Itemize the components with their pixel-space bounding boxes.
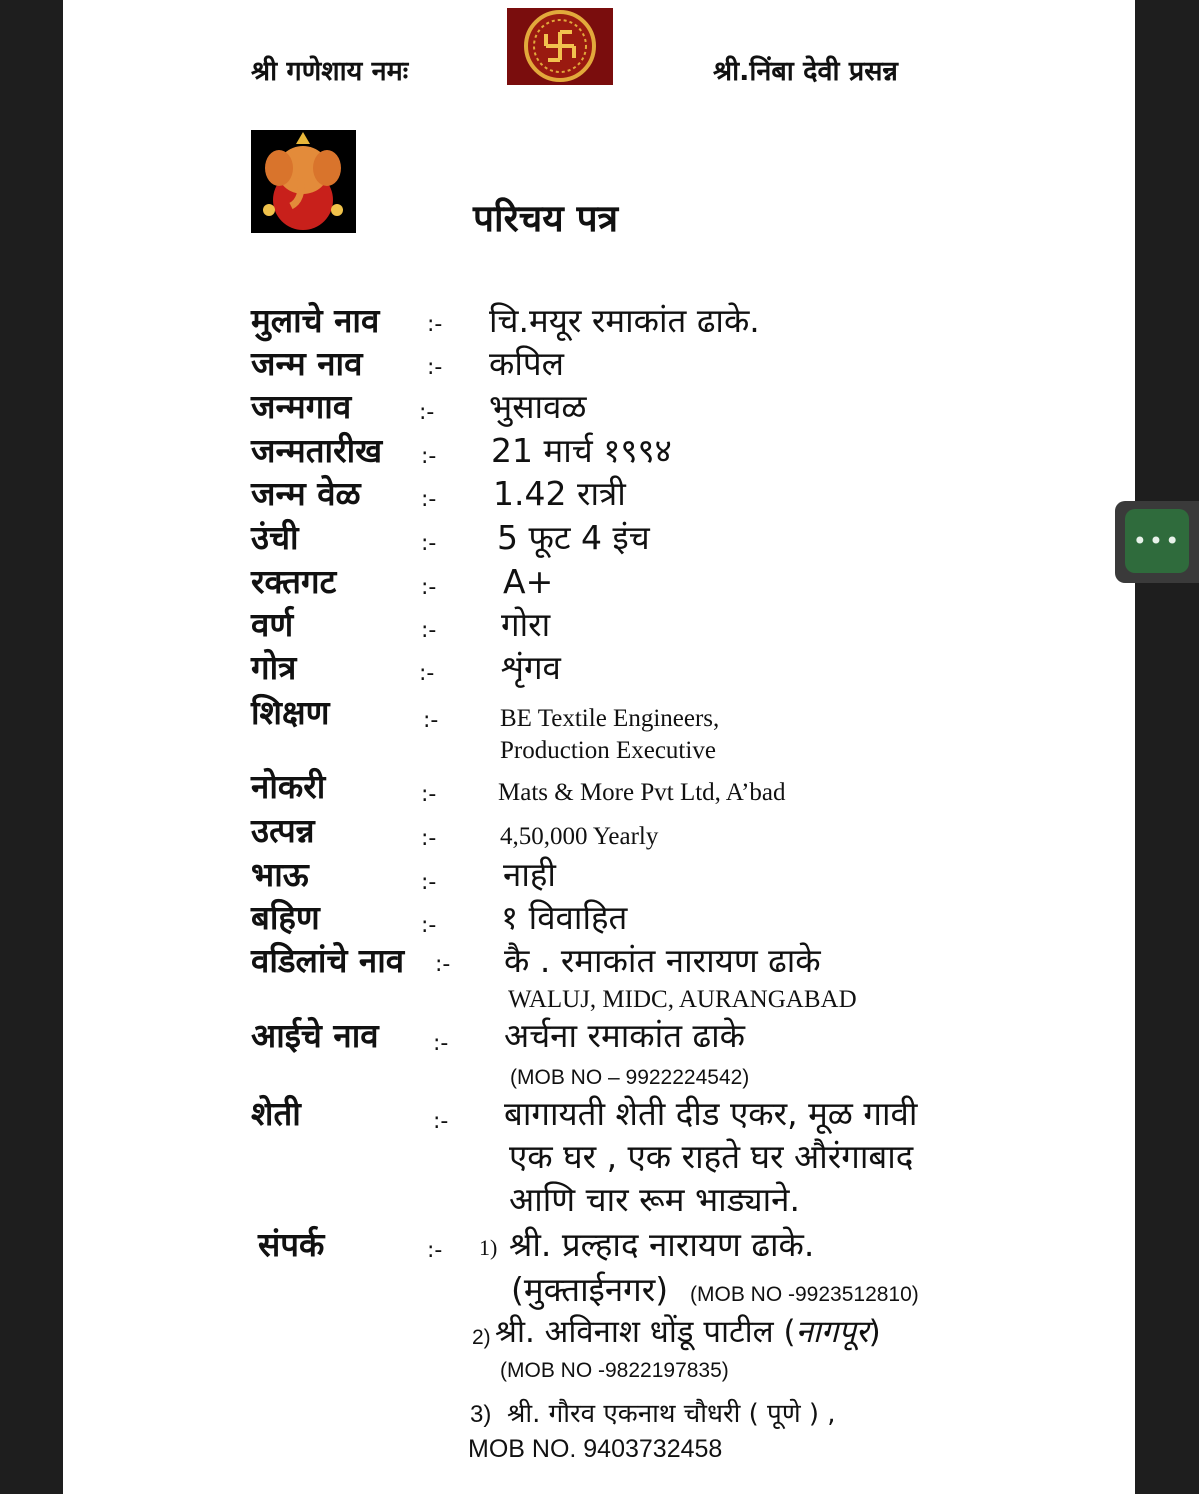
label-birth-name: जन्म नाव xyxy=(251,344,363,383)
value-farming-line1: बागायती शेती दीड एकर, मूळ गावी xyxy=(504,1094,918,1133)
label-job: नोकरी xyxy=(251,767,326,806)
value-birth-name: कपिल xyxy=(489,344,565,383)
label-gotra: गोत्र xyxy=(251,648,297,687)
contact-2-name: श्री. अविनाश धोंडू पाटील (नागपूर) xyxy=(495,1314,881,1350)
label-farming: शेती xyxy=(251,1094,301,1133)
colon: :- xyxy=(421,913,437,938)
colon: :- xyxy=(419,400,435,425)
label-sister: बहिण xyxy=(251,898,320,937)
label-height: उंची xyxy=(251,518,299,557)
ganesh-image xyxy=(251,130,356,233)
value-complexion: गोरा xyxy=(501,605,551,644)
value-blood-group: A+ xyxy=(503,562,554,601)
colon: :- xyxy=(421,487,437,512)
floating-menu-tab[interactable] xyxy=(1115,501,1199,583)
colon: :- xyxy=(421,618,437,643)
label-income: उत्पन्न xyxy=(251,811,315,850)
label-blood-group: रक्तगट xyxy=(251,562,337,601)
value-income: 4,50,000 Yearly xyxy=(500,823,659,850)
value-mother-mobile: (MOB NO – 9922224542) xyxy=(510,1066,750,1089)
contact-1-mobile: (MOB NO -9923512810) xyxy=(690,1283,919,1306)
label-education: शिक्षण xyxy=(251,693,330,732)
contact-1-name: श्री. प्रल्हाद नारायण ढाके. xyxy=(509,1225,815,1264)
colon: :- xyxy=(421,575,437,600)
label-mother-name: आईचे नाव xyxy=(251,1016,379,1055)
label-birth-date: जन्मतारीख xyxy=(251,431,383,470)
value-birth-time: 1.42 रात्री xyxy=(493,474,626,513)
page-title: परिचय पत्र xyxy=(473,197,619,240)
colon: :- xyxy=(419,661,435,686)
value-brother: नाही xyxy=(503,855,556,894)
value-sister: १ विवाहित xyxy=(501,898,628,937)
contact-2-mobile: (MOB NO -9822197835) xyxy=(500,1359,729,1382)
label-complexion: वर्ण xyxy=(251,605,294,644)
colon: :- xyxy=(435,952,451,977)
header-left-text: श्री गणेशाय नमः xyxy=(251,56,409,87)
label-name: मुलाचे नाव xyxy=(251,301,380,340)
value-gotra: शृंगव xyxy=(501,648,561,687)
swastik-logo xyxy=(507,8,613,85)
value-education-line2: Production Executive xyxy=(500,737,716,764)
colon: :- xyxy=(421,826,437,851)
label-contact: संपर्क xyxy=(258,1225,325,1264)
colon: :- xyxy=(423,708,439,733)
value-education: BE Textile Engineers, xyxy=(500,705,720,732)
colon: :- xyxy=(421,531,437,556)
contact-3-mobile: MOB NO. 9403732458 xyxy=(468,1435,723,1463)
colon: :- xyxy=(433,1031,449,1056)
colon: :- xyxy=(421,870,437,895)
label-father-name: वडिलांचे नाव xyxy=(251,941,405,980)
colon: :- xyxy=(433,1109,449,1134)
value-birth-date: 21 मार्च १९९४ xyxy=(491,431,672,470)
value-farming-line2: एक घर , एक राहते घर औरंगाबाद xyxy=(509,1137,914,1176)
contact-3-name: श्री. गौरव एकनाथ चौधरी ( पूणे ) , xyxy=(507,1399,836,1429)
label-brother: भाऊ xyxy=(251,855,309,894)
value-mother-name: अर्चना रमाकांत ढाके xyxy=(504,1016,745,1055)
value-father-name: कै . रमाकांत नारायण ढाके xyxy=(504,941,821,980)
contact-2-number: 2) xyxy=(472,1326,491,1349)
value-height: 5 फूट 4 इंच xyxy=(497,518,650,557)
colon: :- xyxy=(427,312,443,337)
viewer-right-margin xyxy=(1132,0,1199,1494)
contact-1-number: 1) xyxy=(479,1235,498,1260)
value-job: Mats & More Pvt Ltd, A’bad xyxy=(498,779,786,806)
colon: :- xyxy=(421,782,437,807)
label-birth-time: जन्म वेळ xyxy=(251,474,361,513)
document-page xyxy=(63,0,1135,1494)
colon: :- xyxy=(427,1238,443,1263)
header-right-text: श्री.निंबा देवी प्रसन्न xyxy=(713,56,898,87)
label-birth-place: जन्मगाव xyxy=(251,387,352,426)
colon: :- xyxy=(427,355,443,380)
value-father-address: WALUJ, MIDC, AURANGABAD xyxy=(508,986,857,1013)
colon: :- xyxy=(421,444,437,469)
more-dots-icon: ••• xyxy=(1132,527,1182,555)
value-farming-line3: आणि चार रूम भाड्याने. xyxy=(509,1180,800,1219)
contact-1-place: (मुक्ताईनगर) xyxy=(511,1270,669,1309)
more-options-button[interactable] xyxy=(1125,509,1189,573)
value-birth-place: भुसावळ xyxy=(489,387,587,426)
value-name: चि.मयूर रमाकांत ढाके. xyxy=(489,301,760,340)
contact-3-number: 3) xyxy=(470,1401,492,1428)
